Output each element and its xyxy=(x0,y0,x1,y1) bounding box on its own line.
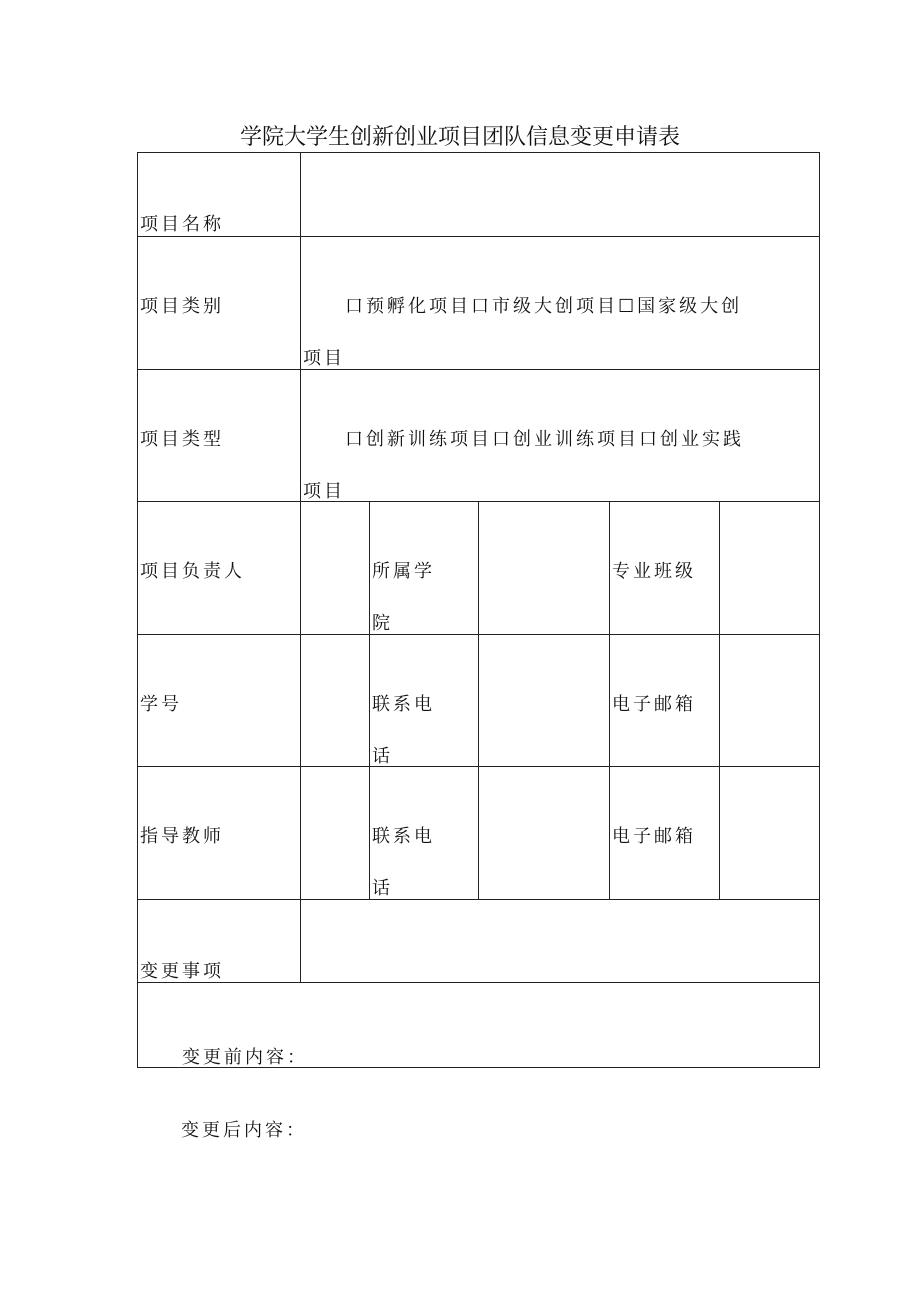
project-category-label: 项目类别 xyxy=(140,296,224,317)
change-item-label-cell xyxy=(138,900,301,983)
advisor-email-field[interactable] xyxy=(720,767,820,900)
form-title: 学院大学生创新创业项目团队信息变更申请表 xyxy=(239,125,680,150)
project-type-label-cell xyxy=(138,370,301,502)
project-name-label-cell xyxy=(138,153,301,237)
student-phone-field[interactable] xyxy=(479,635,610,767)
class-label: 专业班级 xyxy=(612,561,696,582)
student-phone-label-line1: 联系电 xyxy=(372,694,435,715)
row-change-item xyxy=(138,900,820,983)
student-id-label-cell xyxy=(138,635,301,767)
class-label-cell xyxy=(610,502,720,635)
project-category-label-cell xyxy=(138,237,301,370)
type-options-line2: 项目 xyxy=(303,481,345,502)
college-label-cell xyxy=(370,502,479,635)
student-id-label: 学号 xyxy=(140,694,182,715)
row-advisor xyxy=(138,767,820,900)
project-type-label: 项目类型 xyxy=(140,429,224,450)
change-item-label: 变更事项 xyxy=(140,961,224,982)
student-phone-label-line2: 话 xyxy=(372,746,393,767)
before-content-label: 变更前内容： xyxy=(182,1047,308,1068)
college-label-line2: 院 xyxy=(372,613,393,634)
advisor-label: 指导教师 xyxy=(140,826,224,847)
row-project-leader xyxy=(138,502,820,635)
student-email-label-cell xyxy=(610,635,720,767)
project-category-options[interactable] xyxy=(301,237,820,370)
class-field[interactable] xyxy=(720,502,820,635)
student-email-label: 电子邮箱 xyxy=(612,694,696,715)
row-student-id xyxy=(138,635,820,767)
advisor-phone-label-line1: 联系电 xyxy=(372,826,435,847)
project-name-field[interactable] xyxy=(301,153,820,237)
student-phone-label-cell xyxy=(370,635,479,767)
college-field[interactable] xyxy=(479,502,610,635)
application-form-table xyxy=(137,152,820,1068)
advisor-phone-field[interactable] xyxy=(479,767,610,900)
before-content-field[interactable] xyxy=(138,983,820,1068)
row-project-category xyxy=(138,237,820,370)
row-project-name xyxy=(138,153,820,237)
advisor-phone-label-line2: 话 xyxy=(372,878,393,899)
student-id-field[interactable] xyxy=(301,635,370,767)
row-project-type xyxy=(138,370,820,502)
advisor-name-field[interactable] xyxy=(301,767,370,900)
project-type-options[interactable] xyxy=(301,370,820,502)
project-name-label: 项目名称 xyxy=(140,214,224,235)
category-options-line2: 项目 xyxy=(303,348,345,369)
advisor-email-label: 电子邮箱 xyxy=(612,826,696,847)
leader-label: 项目负责人 xyxy=(140,561,245,582)
student-email-field[interactable] xyxy=(720,635,820,767)
advisor-phone-label-cell xyxy=(370,767,479,900)
leader-label-cell xyxy=(138,502,301,635)
college-label-line1: 所属学 xyxy=(372,561,435,582)
type-options-line1[interactable]: 口创新训练项目口创业训练项目口创业实践 xyxy=(345,429,744,450)
category-options-line1[interactable]: 口预孵化项目口市级大创项目☐国家级大创 xyxy=(345,296,743,317)
leader-name-field[interactable] xyxy=(301,502,370,635)
advisor-label-cell xyxy=(138,767,301,900)
row-before-content xyxy=(138,983,820,1068)
after-content-label: 变更后内容： xyxy=(181,1120,307,1141)
advisor-email-label-cell xyxy=(610,767,720,900)
change-item-field[interactable] xyxy=(301,900,820,983)
